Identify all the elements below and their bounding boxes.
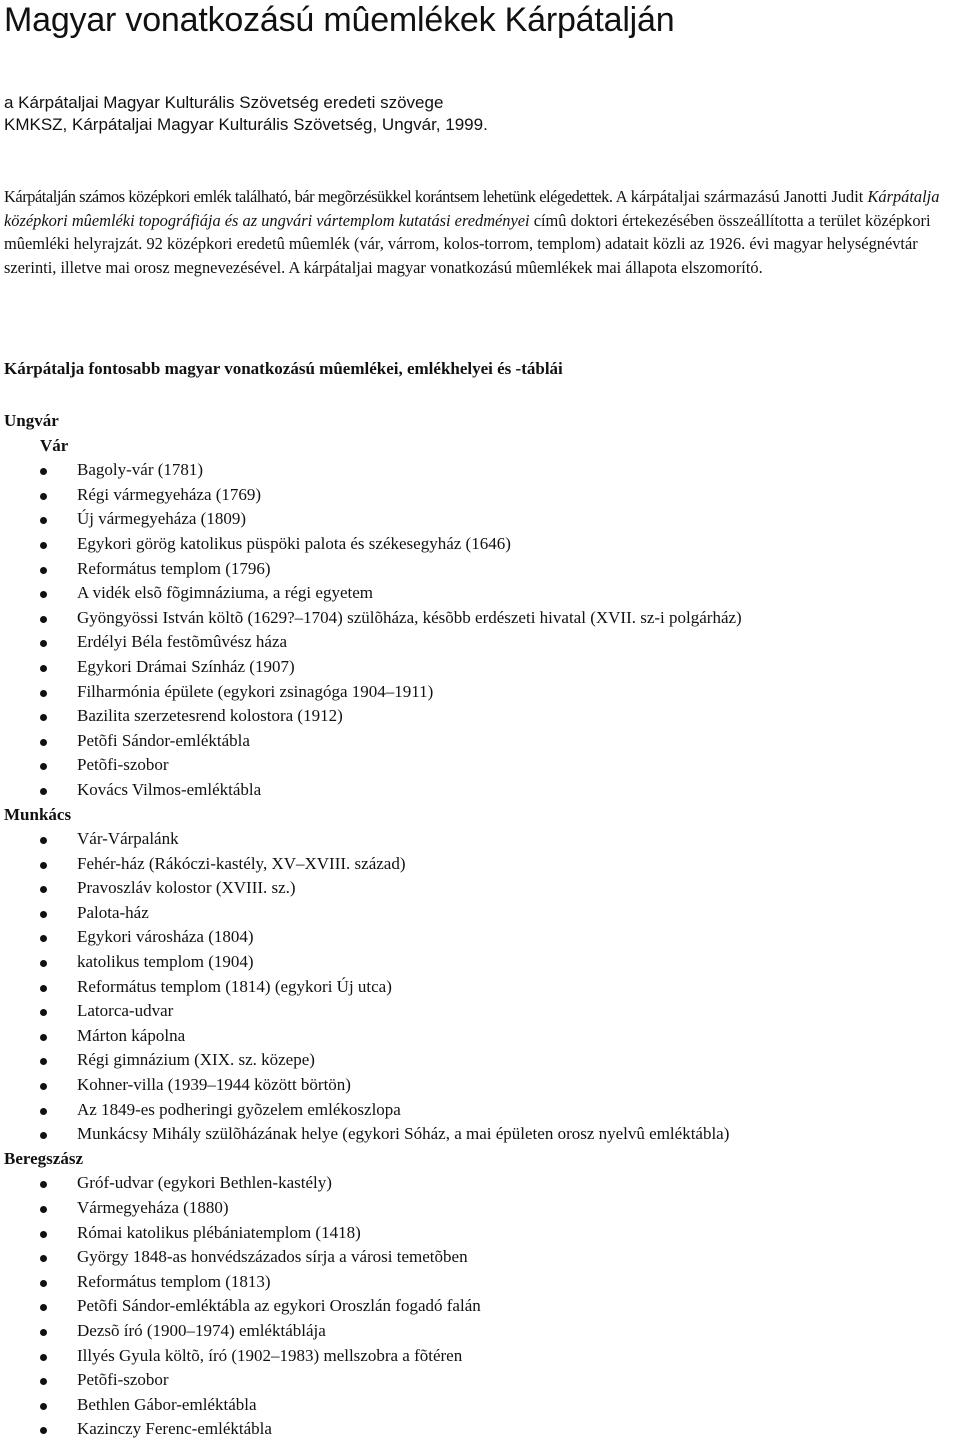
list-item: Az 1849-es podheringi gyõzelem emlékoszlopa [4,1098,954,1123]
list-item: Márton kápolna [4,1024,954,1049]
subheading-var: Vár [40,435,69,455]
monument-list [4,409,954,1442]
list-item: Dezsõ író (1900–1974) emléktáblája [4,1319,954,1344]
list-item: Református templom (1814) (egykori Új utca) [4,975,954,1000]
list-item: Kohner-villa (1939–1944 között börtön) [4,1073,954,1098]
list-item: Régi gimnázium (XIX. sz. közepe) [4,1048,954,1073]
list-item: Római katolikus plébániatemplom (1418) [4,1221,954,1246]
list-item: Filharmónia épülete (egykori zsinagóga 1904–1911) [4,680,954,705]
intro-part-b: címû doktori értekezésében összeállította a terület középkori mûemléki helyrajzát. 92 középkori eredetû mûemlék (vár, várrom, kolos-torrom, templom) adatait közli az 1926. évi magyar helységnévtár szerinti, illetve mai orosz megnevezésével. A kárpátaljai magyar vonatkozású mûemlékek mai állapota elszomorító. [4,210,931,277]
intro-paragraph [4,185,957,279]
city-heading-munkacs: Munkács [4,804,72,824]
section-heading: Kárpátalja fontosabb magyar vonatkozású mûemlékei, emlékhelyei és -táblái [4,359,563,378]
list-item: Egykori görög katolikus püspöki palota és székesegyház (1646) [4,532,954,557]
list-item: Vár-Várpalánk [4,827,954,852]
list-item: Gyöngyössi István költõ (1629?–1704) szülõháza, késõbb erdészeti hivatal (XVII. sz-i polgárház) [4,606,954,631]
munkacs-list [4,827,954,1147]
list-item: Gróf-udvar (egykori Bethlen-kastély) [4,1171,954,1196]
list-item: Pravoszláv kolostor (XVIII. sz.) [4,876,954,901]
list-item: Új vármegyeháza (1809) [4,507,954,532]
ungvar-list [4,458,954,802]
list-item: Erdélyi Béla festõmûvész háza [4,630,954,655]
list-item: Bagoly-vár (1781) [4,458,954,483]
list-item: Munkácsy Mihály szülõházának helye (egykori Sóház, a mai épületen orosz nyelvû emléktábla) [4,1122,954,1147]
list-item: A vidék elsõ fõgimnáziuma, a régi egyetem [4,581,954,606]
list-item: Református templom (1796) [4,557,954,582]
city-heading-ungvar: Ungvár [4,411,59,430]
list-item: György 1848-as honvédszázados sírja a városi temetõben [4,1245,954,1270]
list-item: Petõfi Sándor-emléktábla [4,729,954,754]
list-item: Illyés Gyula költõ, író (1902–1983) mellszobra a fõtéren [4,1344,954,1369]
list-item: Kazinczy Ferenc-emléktábla [4,1417,954,1442]
list-item: Palota-ház [4,901,954,926]
list-item: Bazilita szerzetesrend kolostora (1912) [4,704,954,729]
list-item: Petõfi Sándor-emléktábla az egykori Oroszlán fogadó falán [4,1294,954,1319]
list-item: Bethlen Gábor-emléktábla [4,1393,954,1418]
list-item: Kovács Vilmos-emléktábla [4,778,954,803]
list-item: Református templom (1813) [4,1270,954,1295]
list-item: Petõfi-szobor [4,753,954,778]
page-title: Magyar vonatkozású mûemlékek Kárpátalján [4,1,675,39]
subtitle-publication: KMKSZ, Kárpátaljai Magyar Kulturális Szövetség, Ungvár, 1999. [4,115,488,134]
city-heading-beregszasz: Beregszász [4,1148,83,1168]
subtitle-source: a Kárpátaljai Magyar Kulturális Szövetség eredeti szövege [4,93,444,112]
list-item: Vármegyeháza (1880) [4,1196,954,1221]
beregszasz-list [4,1171,954,1442]
list-item: Petõfi-szobor [4,1368,954,1393]
intro-work-title: Kárpátalja középkori mûemléki topográfiája és az ungvári vártemplom kutatási eredményei [4,187,940,230]
list-item: Fehér-ház (Rákóczi-kastély, XV–XVIII. század) [4,852,954,877]
list-item: Régi vármegyeháza (1769) [4,483,954,508]
intro-part-a: A kárpátaljai származású Janotti Judit [612,187,868,206]
list-item: Egykori városháza (1804) [4,925,954,950]
list-item: katolikus templom (1904) [4,950,954,975]
list-item: Egykori Drámai Színház (1907) [4,655,954,680]
intro-lead: Kárpátalján számos középkori emlék található, bár megõrzésükkel korántsem lehetünk elégedettek. [4,187,613,206]
list-item: Latorca-udvar [4,999,954,1024]
